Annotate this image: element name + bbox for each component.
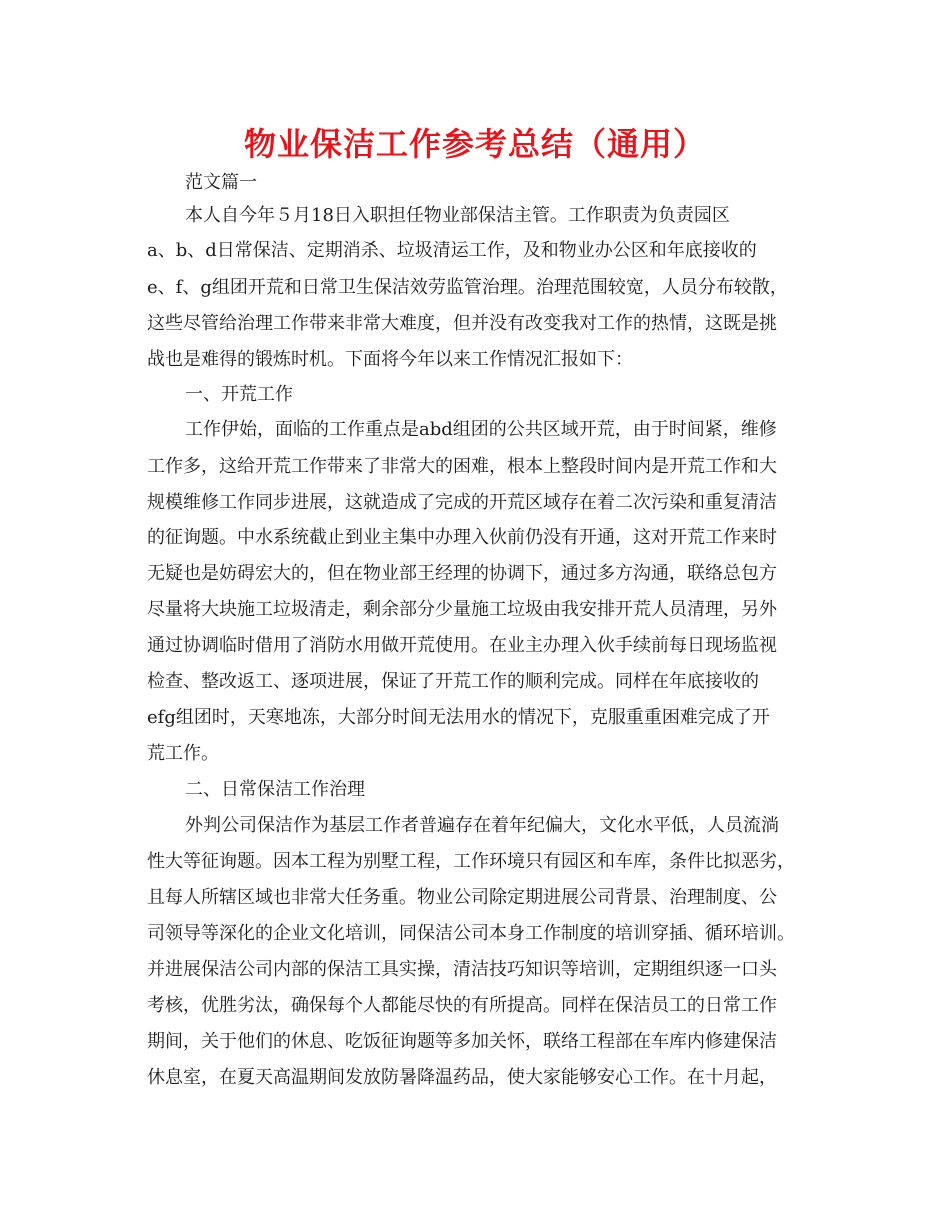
text-line: 休息室，在夏天高温期间发放防暑降温药品，使大家能够安心工作。在十月起， [147,1067,777,1088]
text-line: 外判公司保洁作为基层工作者普遍存在着年纪偏大，文化水平低，人员流淌 [185,815,779,836]
text-line: 的征询题。中水系统截止到业主集中办理入伙前仍没有开通，这对开荒工作来时 [147,527,777,548]
text-line: 战也是难得的锻炼时机。下面将今年以来工作情况汇报如下： [147,349,633,370]
text-line: 工作伊始，面临的工作重点是abd组团的公共区域开荒，由于时间紧，维修 [185,419,777,440]
text-line: 工作多，这给开荒工作带来了非常大的困难，根本上整段时间内是开荒工作和大 [147,456,777,477]
text-line: 通过协调临时借用了消防水用做开荒使用。在业主办理入伙手续前每日现场监视 [147,635,777,656]
text-line: 这些尽管给治理工作带来非常大难度，但并没有改变我对工作的热情，这既是挑 [147,313,777,334]
text-line: efg组团时，天寒地冻，大部分时间无法用水的情况下，克服重重困难完成了开 [147,707,770,728]
text-line: 且每人所辖区域也非常大任务重。物业公司除定期进展公司背景、治理制度、公 [147,887,777,908]
text-line-section-heading: 二、日常保洁工作治理 [185,779,365,800]
text-line: 本人自今年５月18日入职担任物业部保洁主管。工作职责为负责园区 [185,205,730,226]
text-line: 检查、整改返工、逐项进展，保证了开荒工作的顺利完成。同样在年底接收的 [147,671,759,692]
text-line: 规模维修工作同步进展，这就造成了完成的开荒区域存在着二次污染和重复清洁 [147,492,777,513]
text-line-section-heading: 范文篇一 [185,172,257,193]
text-line: 性大等征询题。因本工程为别墅工程，工作环境只有园区和车库，条件比拟恶劣， [147,851,795,872]
text-line: 期间，关于他们的休息、吃饭征询题等多加关怀，联络工程部在车库内修建保洁 [147,1031,777,1052]
text-line: e、f、g组团开荒和日常卫生保洁效劳监管治理。治理范围较宽，人员分布较散， [147,277,788,298]
text-line: 无疑也是妨碍宏大的，但在物业部王经理的协调下，通过多方沟通，联络总包方 [147,563,777,584]
document-title: 物业保洁工作参考总结（通用） [243,125,706,163]
text-line: 并进展保洁公司内部的保洁工具实操，清洁技巧知识等培训，定期组织逐一口头 [147,959,777,980]
text-line: 尽量将大块施工垃圾清走，剩余部分少量施工垃圾由我安排开荒人员清理，另外 [147,599,777,620]
text-line: 荒工作。 [147,743,219,764]
text-line: a、b、d日常保洁、定期消杀、垃圾清运工作，及和物业办公区和年底接收的 [147,240,757,261]
text-line-section-heading: 一、开荒工作 [185,384,293,405]
text-line: 考核，优胜劣汰，确保每个人都能尽快的有所提高。同样在保洁员工的日常工作 [147,995,777,1016]
text-line: 司领导等深化的企业文化培训，同保洁公司本身工作制度的培训穿插、循环培训。 [147,923,795,944]
